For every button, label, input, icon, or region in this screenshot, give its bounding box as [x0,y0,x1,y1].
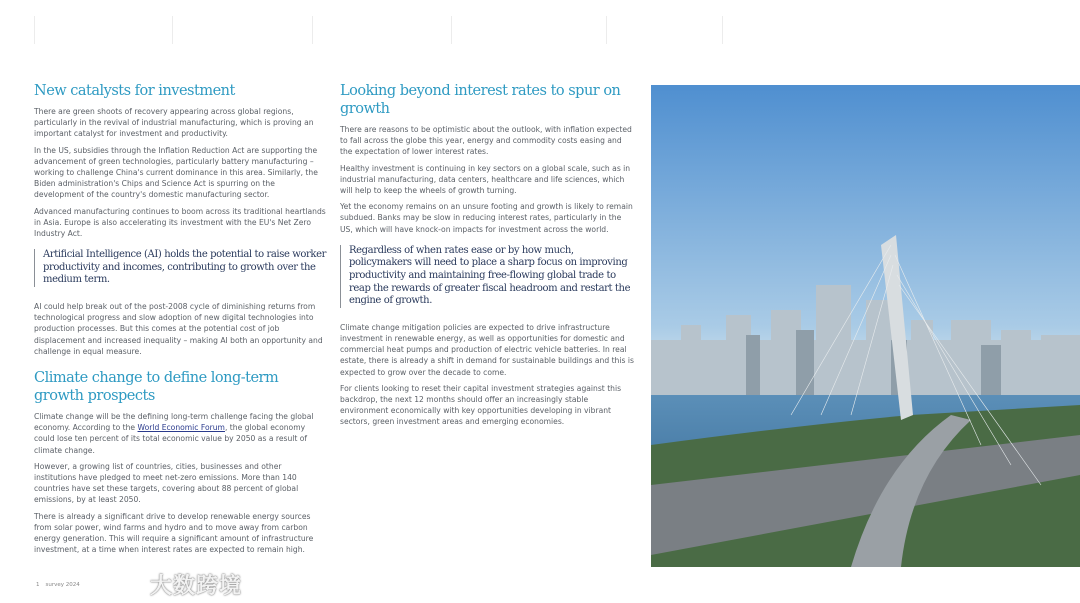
section-heading: Climate change to define long-term growth prospects [34,370,279,405]
top-tick [722,16,723,44]
paragraph: Healthy investment is continuing in key sectors on a global scale, such as in industrial manufacturing, data centers, healthcare and life sciences, which will help to keep the wheels of growth turning. [340,163,631,196]
paragraph: There are reasons to be optimistic about the outlook, with inflation expected to fall across the globe this year, energy and commodity costs easing and the expectation of lower interest rates. [340,125,632,157]
city-bridge-photo [651,85,1080,567]
paragraph: AI could help break out of the post-2008 cycle of diminishing returns from technological progress and slow adoption of new digital technologies into production processes. But this comes at the potential cost of job displacement and increased inequality – making AI both an opportunity and challenge in equal measure. [34,302,323,356]
paragraph: Yet the economy remains on an unsure footing and growth is likely to remain subdued. Banks may be slow in reducing interest rates, particularly in the US, which will have knock-on impacts for investment across the world. [340,202,633,234]
page-footer [36,582,80,589]
right-column [340,82,634,433]
page-number: 1 [36,582,40,588]
paragraph: In the US, subsidies through the Inflation Reduction Act are supporting the advancement of green technologies, particularly battery manufacturing – working to challenge China's current dominance in this area. Similarly, the Biden administration's Chips and Science Act is spurring on the development of the country's domestic manufacturing sector. [34,145,318,200]
top-tick [606,16,607,44]
paragraph: However, a growing list of countries, cities, businesses and other institutions have pledged to meet net-zero emissions. More than 140 countries have set these targets, covering about 88 percent of global emissions, by at least 2050. [34,461,299,505]
paragraph: Climate change mitigation policies are expected to drive infrastructure investment in renewable energy, as well as opportunities for domestic and commercial heat pumps and production of electric vehicle batteries. In real estate, there is already a shift in demand for sustainable buildings and this is expected to grow over the decade to come. [340,322,634,377]
paragraph: For clients looking to reset their capital investment strategies against this backdrop, the next 12 months should offer an increasingly stable environment economically with key opportunities developing in vibrant sectors, green investment areas and emerging economies. [340,383,622,427]
world-economic-forum-link[interactable]: World Economic Forum [137,423,225,433]
section-heading: Looking beyond interest rates to spur on growth [340,83,621,117]
watermark-logo: 大数跨境 [150,574,243,599]
pull-quote: Regardless of when rates ease or by how much, policymakers will need to place a sharp focus on improving productivity and maintaining free-flowing global trade to reap the rewards of greater fiscal headroom and restart the engine of growth. [340,245,634,308]
pull-quote: Artificial Intelligence (AI) holds the potential to raise worker productivity and incomes, contributing to growth over the medium term. [34,249,326,287]
paragraph [34,411,326,456]
top-tick [172,16,173,44]
paragraph: There are green shoots of recovery appearing across global regions, particularly in the revival of industrial manufacturing, which is proving an important catalyst for investment and productivity. [34,107,314,139]
text: Climate change will be the defining long-term challenge facing the global economy. According to the [34,412,314,433]
top-tick [34,16,35,44]
section-heading: New catalysts for investment [34,83,235,99]
paragraph: There is already a significant drive to develop renewable energy sources from solar power, wind farms and hydro and to move away from carbon energy generation. This will require a significant amount of infrastructure investment, at a time when interest rates are expected to remain high. [34,511,314,555]
footer-text: survey 2024 [45,582,80,588]
top-tick [312,16,313,44]
text: , the global economy could lose ten percent of its total economic value by 2050 as a result of climate change. [34,423,308,455]
left-column [34,82,326,560]
top-tick [451,16,452,44]
paragraph: Advanced manufacturing continues to boom across its traditional heartlands in Asia. Europe is also accelerating its investment with the EU's Net Zero Industry Act. [34,206,326,239]
